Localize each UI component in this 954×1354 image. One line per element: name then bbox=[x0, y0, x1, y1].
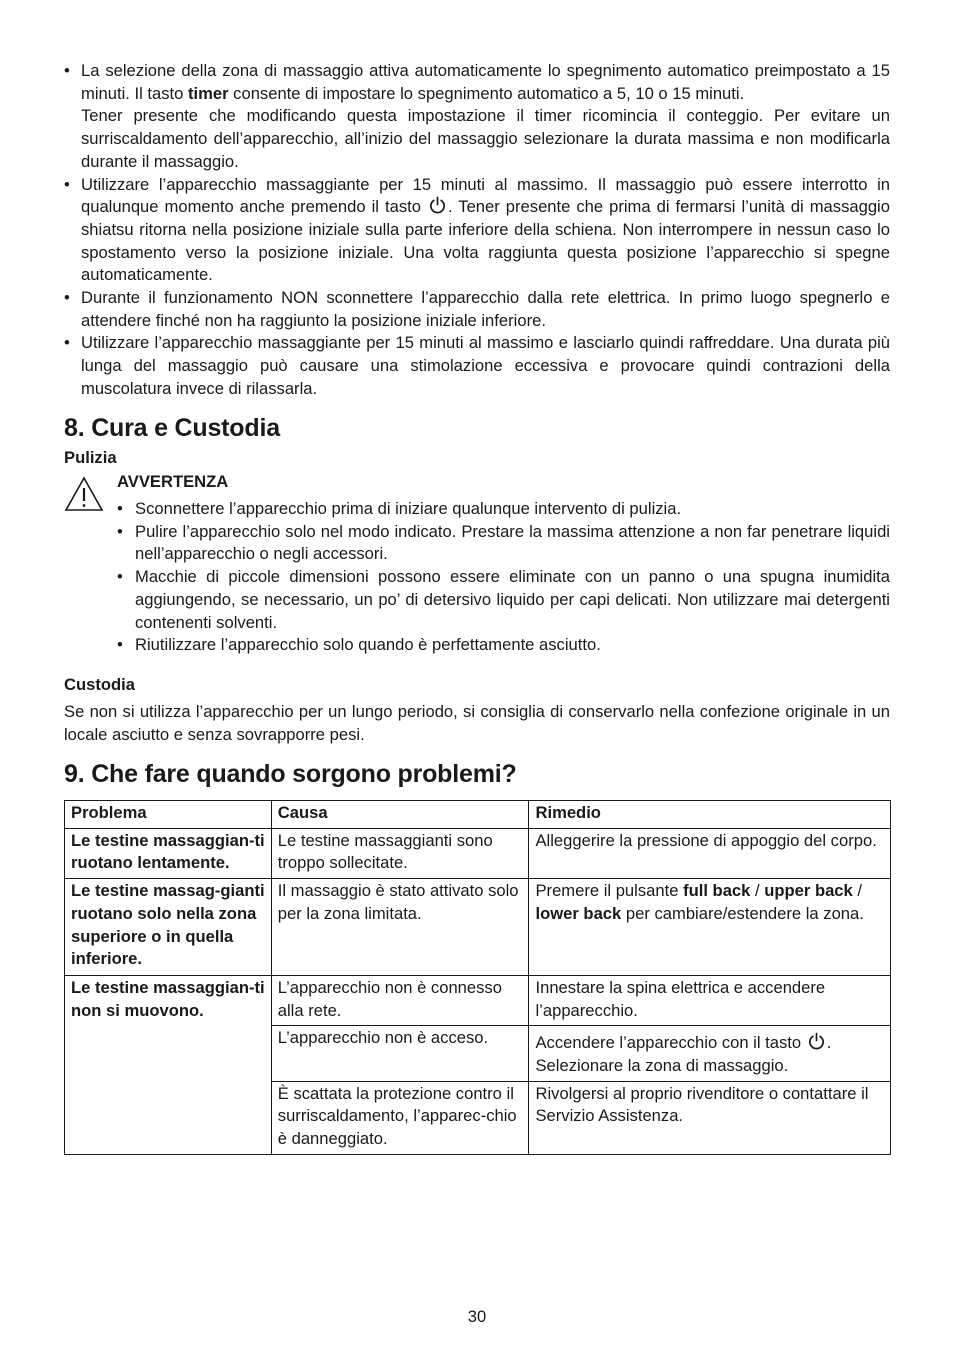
power-icon bbox=[807, 1032, 826, 1051]
header-problema: Problema bbox=[65, 801, 272, 829]
custodia-text: Se non si utilizza l’apparecchio per un lungo periodo, si consiglia di conservarlo nella confezione originale in un locale asciutto e senza sovrapporre pesi. bbox=[64, 702, 890, 744]
cause-cell: Il massaggio è stato attivato solo per la zona limitata. bbox=[271, 879, 529, 976]
remedy-cell: Rivolgersi al proprio rivenditore o contattare il Servizio Assistenza. bbox=[529, 1081, 891, 1154]
list-item bbox=[64, 287, 890, 332]
list-item-text: Sconnettere l’apparecchio prima di iniziare qualunque intervento di pulizia. bbox=[135, 499, 682, 518]
table-row bbox=[65, 879, 891, 976]
list-item-text: Macchie di piccole dimensioni possono essere eliminate con un panno o una spugna inumidita aggiungendo, se necessario, un po’ di detersivo liquido per capi delicati. Non utilizzare mai detergenti contenenti solventi. bbox=[135, 567, 890, 632]
list-item bbox=[64, 332, 890, 400]
list-item bbox=[117, 498, 890, 521]
list-item bbox=[64, 174, 890, 288]
cause-cell: L’apparecchio non è connesso alla rete. bbox=[271, 975, 529, 1025]
table-row bbox=[65, 828, 891, 878]
pulizia-heading: Pulizia bbox=[64, 448, 117, 467]
custodia-heading: Custodia bbox=[64, 675, 135, 694]
table-row bbox=[65, 975, 891, 1025]
text-span: consente di impostare lo spegnimento automatico a 5, 10 o 15 minuti. bbox=[228, 83, 745, 103]
list-item bbox=[64, 60, 890, 174]
bullet-text bbox=[81, 174, 890, 288]
text-span: per cambiare/estendere la zona. bbox=[621, 903, 864, 923]
header-rimedio: Rimedio bbox=[529, 801, 891, 829]
section-8-title: 8. Cura e Custodia bbox=[64, 414, 280, 442]
text-span: Accendere l’apparecchio con il tasto bbox=[535, 1033, 802, 1053]
full-back-label: full back bbox=[683, 881, 751, 901]
header-causa: Causa bbox=[271, 801, 529, 829]
warning-title: AVVERTENZA bbox=[117, 472, 229, 491]
text-span: Premere il pulsante bbox=[535, 881, 684, 901]
text-span: . Tener presente che prima di fermarsi l’unità di massaggio shiatsu ritorna nella posizione iniziale sulla parte inferiore della schiena. Non interrompere in nessun caso lo spostamento verso la posizione iniziale. Una volta raggiunta questa posizione l’apparecchio si spegne automaticamente. bbox=[81, 197, 890, 285]
cause-cell: È scattata la protezione contro il surriscaldamento, l’apparec-chio è danneggiato. bbox=[271, 1081, 529, 1154]
list-item bbox=[117, 634, 890, 657]
text-span: La selezione della zona di massaggio attiva automaticamente lo spegnimento automatico preimpostato a 15 minuti. Il tasto bbox=[81, 61, 890, 103]
list-item bbox=[117, 566, 890, 634]
text-span: Utilizzare l’apparecchio massaggiante per 15 minuti al massimo. Il massaggio può essere interrotto in qualunque momento anche premendo il tasto bbox=[81, 174, 890, 217]
cause-cell: Le testine massaggianti sono troppo sollecitate. bbox=[271, 828, 529, 878]
remedy-cell: Innestare la spina elettrica e accendere l’apparecchio. bbox=[529, 975, 891, 1025]
remedy-cell: Alleggerire la pressione di appoggio del corpo. bbox=[529, 828, 891, 878]
troubleshooting-table bbox=[64, 800, 891, 1155]
bullet-text: Utilizzare l’apparecchio massaggiante per 15 minuti al massimo e lasciarlo quindi raffreddare. Una durata più lunga del massaggio può causare una stimolazione eccessiva e provocare quindi contrazioni della muscolatura invece di rilassarla. bbox=[81, 333, 890, 398]
lower-back-label: lower back bbox=[535, 903, 622, 923]
bullet-dot: • bbox=[117, 567, 123, 587]
warning-list bbox=[117, 498, 890, 657]
bullet-dot: • bbox=[64, 174, 70, 194]
bullet-dot: • bbox=[117, 635, 123, 655]
problem-cell: Le testine massaggian-ti ruotano lentamente. bbox=[65, 828, 272, 878]
bullet-dot: • bbox=[64, 61, 70, 80]
remedy-cell bbox=[529, 879, 891, 976]
bullet-extra-text: Tener presente che modificando questa impostazione il timer ricomincia il conteggio. Per evitare un surriscaldamento dell’apparecchio, all’inizio del massaggio selezionare la durata massima e non modificarla durante il massaggio. bbox=[81, 106, 890, 171]
bullet-text: Durante il funzionamento NON sconnettere l’apparecchio dalla rete elettrica. In primo luogo spegnerlo e attendere finché non ha raggiunto la posizione iniziale inferiore. bbox=[81, 288, 890, 330]
remedy-cell bbox=[529, 1026, 891, 1081]
problem-cell: Le testine massaggian-ti non si muovono. bbox=[65, 975, 272, 1154]
bullet-dot: • bbox=[117, 521, 123, 541]
table-header-row bbox=[65, 801, 891, 829]
bullet-text bbox=[81, 60, 890, 105]
text-span: . Selezionare la zona di massaggio. bbox=[535, 1033, 832, 1076]
list-item-text: Riutilizzare l’apparecchio solo quando è perfettamente asciutto. bbox=[135, 635, 601, 655]
power-icon bbox=[428, 196, 447, 215]
list-item-text: Pulire l’apparecchio solo nel modo indicato. Prestare la massima attenzione a non far penetrare liquidi nell’apparecchio o negli accessori. bbox=[135, 521, 890, 564]
bullet-dot: • bbox=[64, 288, 70, 308]
section-9-title: 9. Che fare quando sorgono problemi? bbox=[64, 760, 517, 788]
text-span: / bbox=[750, 881, 765, 901]
cause-cell: L’apparecchio non è acceso. bbox=[271, 1026, 529, 1081]
page-number: 30 bbox=[467, 1307, 487, 1326]
text-span: / bbox=[852, 881, 862, 901]
bullet-dot: • bbox=[64, 333, 70, 353]
timer-keyword: timer bbox=[187, 83, 229, 103]
list-item bbox=[117, 521, 890, 566]
warning-icon bbox=[64, 476, 104, 512]
upper-back-label: upper back bbox=[764, 881, 853, 901]
top-bullet-list bbox=[64, 60, 890, 401]
problem-cell: Le testine massag-gianti ruotano solo nella zona superiore o in quella inferiore. bbox=[65, 879, 272, 976]
bullet-dot: • bbox=[117, 499, 123, 518]
